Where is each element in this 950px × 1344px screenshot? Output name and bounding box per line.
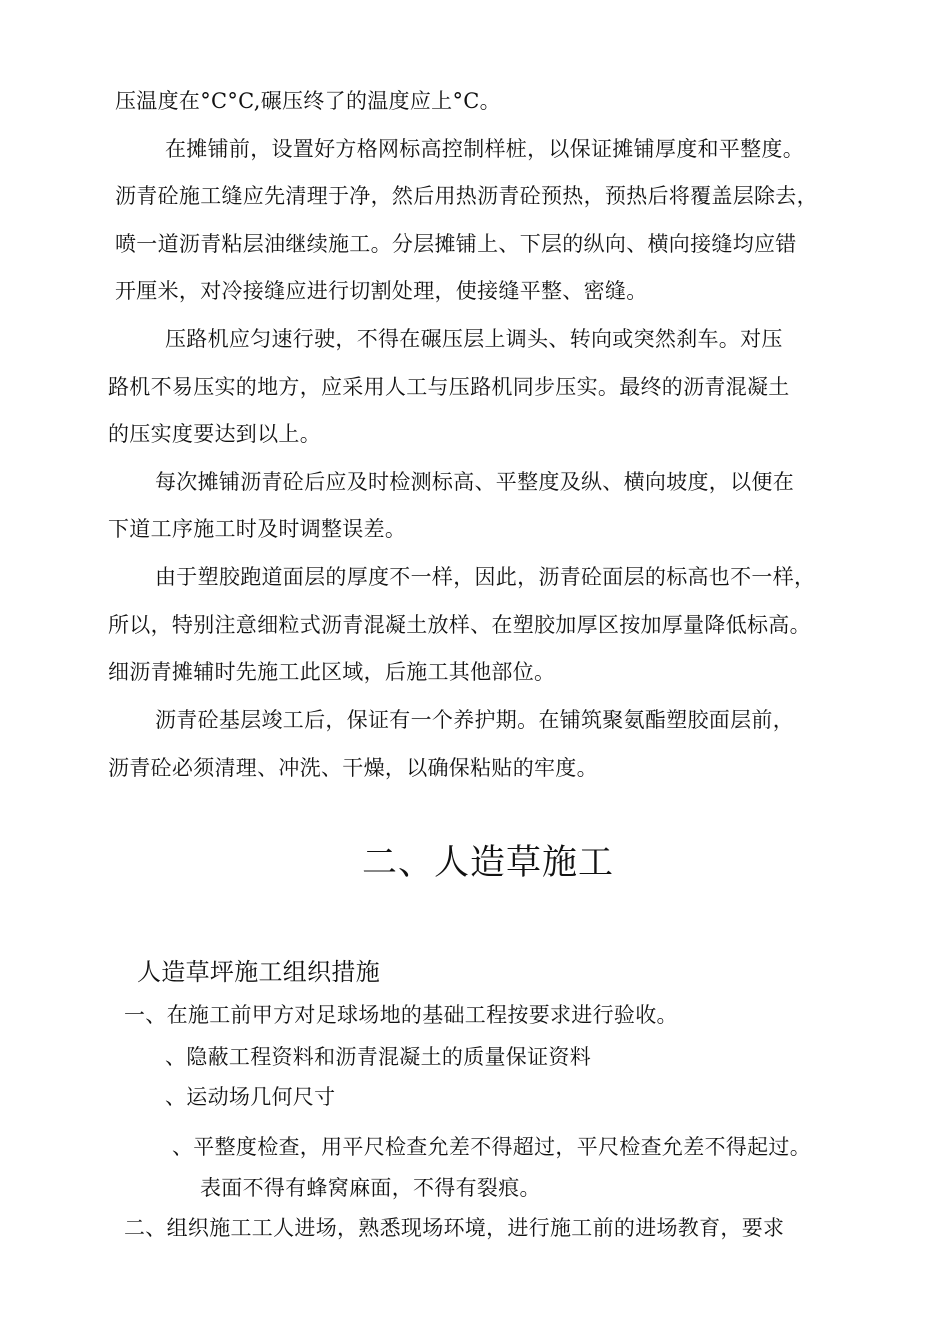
body-line-12: 所以，特别注意细粒式沥青混凝土放样、在塑胶加厚区按加厚量降低标高。 [108, 613, 811, 637]
body-line-7: 路机不易压实的地方，应采用人工与压路机同步压实。最终的沥青混凝土 [108, 375, 790, 399]
section-heading: 二、人造草施工 [362, 843, 615, 883]
list-line-6: 二、组织施工工人进场，熟悉现场环境，进行施工前的进场教育，要求 [124, 1216, 785, 1240]
body-line-10: 下道工序施工时及时调整误差。 [108, 517, 407, 541]
body-line-2: 在摊铺前，设置好方格网标高控制样桩，以保证摊铺厚度和平整度。 [165, 137, 804, 161]
subheading: 人造草坪施工组织措施 [137, 958, 380, 986]
body-line-9: 每次摊铺沥青砼后应及时检测标高、平整度及纵、横向坡度，以便在 [155, 470, 794, 494]
body-line-15: 沥青砼必须清理、冲洗、干燥，以确保粘贴的牢度。 [108, 756, 598, 780]
body-line-5: 开厘米，对冷接缝应进行切割处理，使接缝平整、密缝。 [115, 279, 648, 303]
body-line-11: 由于塑胶跑道面层的厚度不一样，因此，沥青砼面层的标高也不一样， [155, 565, 816, 589]
list-line-4: 、平整度检查，用平尺检查允差不得超过，平尺检查允差不得起过。 [172, 1135, 811, 1159]
body-line-1: 压温度在°C°C,碾压终了的温度应上°C。 [115, 89, 501, 113]
list-line-2: 、隐蔽工程资料和沥青混凝土的质量保证资料 [165, 1045, 591, 1069]
body-line-6: 压路机应匀速行驶，不得在碾压层上调头、转向或突然刹车。对压 [165, 327, 783, 351]
body-line-4: 喷一道沥青粘层油继续施工。分层摊铺上、下层的纵向、横向接缝均应错 [115, 232, 797, 256]
body-line-14: 沥青砼基层竣工后，保证有一个养护期。在铺筑聚氨酯塑胶面层前， [155, 708, 794, 732]
list-line-3: 、运动场几何尺寸 [165, 1085, 336, 1109]
body-line-13: 细沥青摊辅时先施工此区域，后施工其他部位。 [108, 660, 556, 684]
list-line-1: 一、在施工前甲方对足球场地的基础工程按要求进行验收。 [124, 1003, 678, 1027]
body-line-3: 沥青砼施工缝应先清理于净，然后用热沥青砼预热，预热后将覆盖层除去， [115, 184, 818, 208]
list-line-5: 表面不得有蜂窝麻面，不得有裂痕。 [200, 1176, 541, 1200]
body-line-8: 的压实度要达到以上。 [108, 422, 321, 446]
